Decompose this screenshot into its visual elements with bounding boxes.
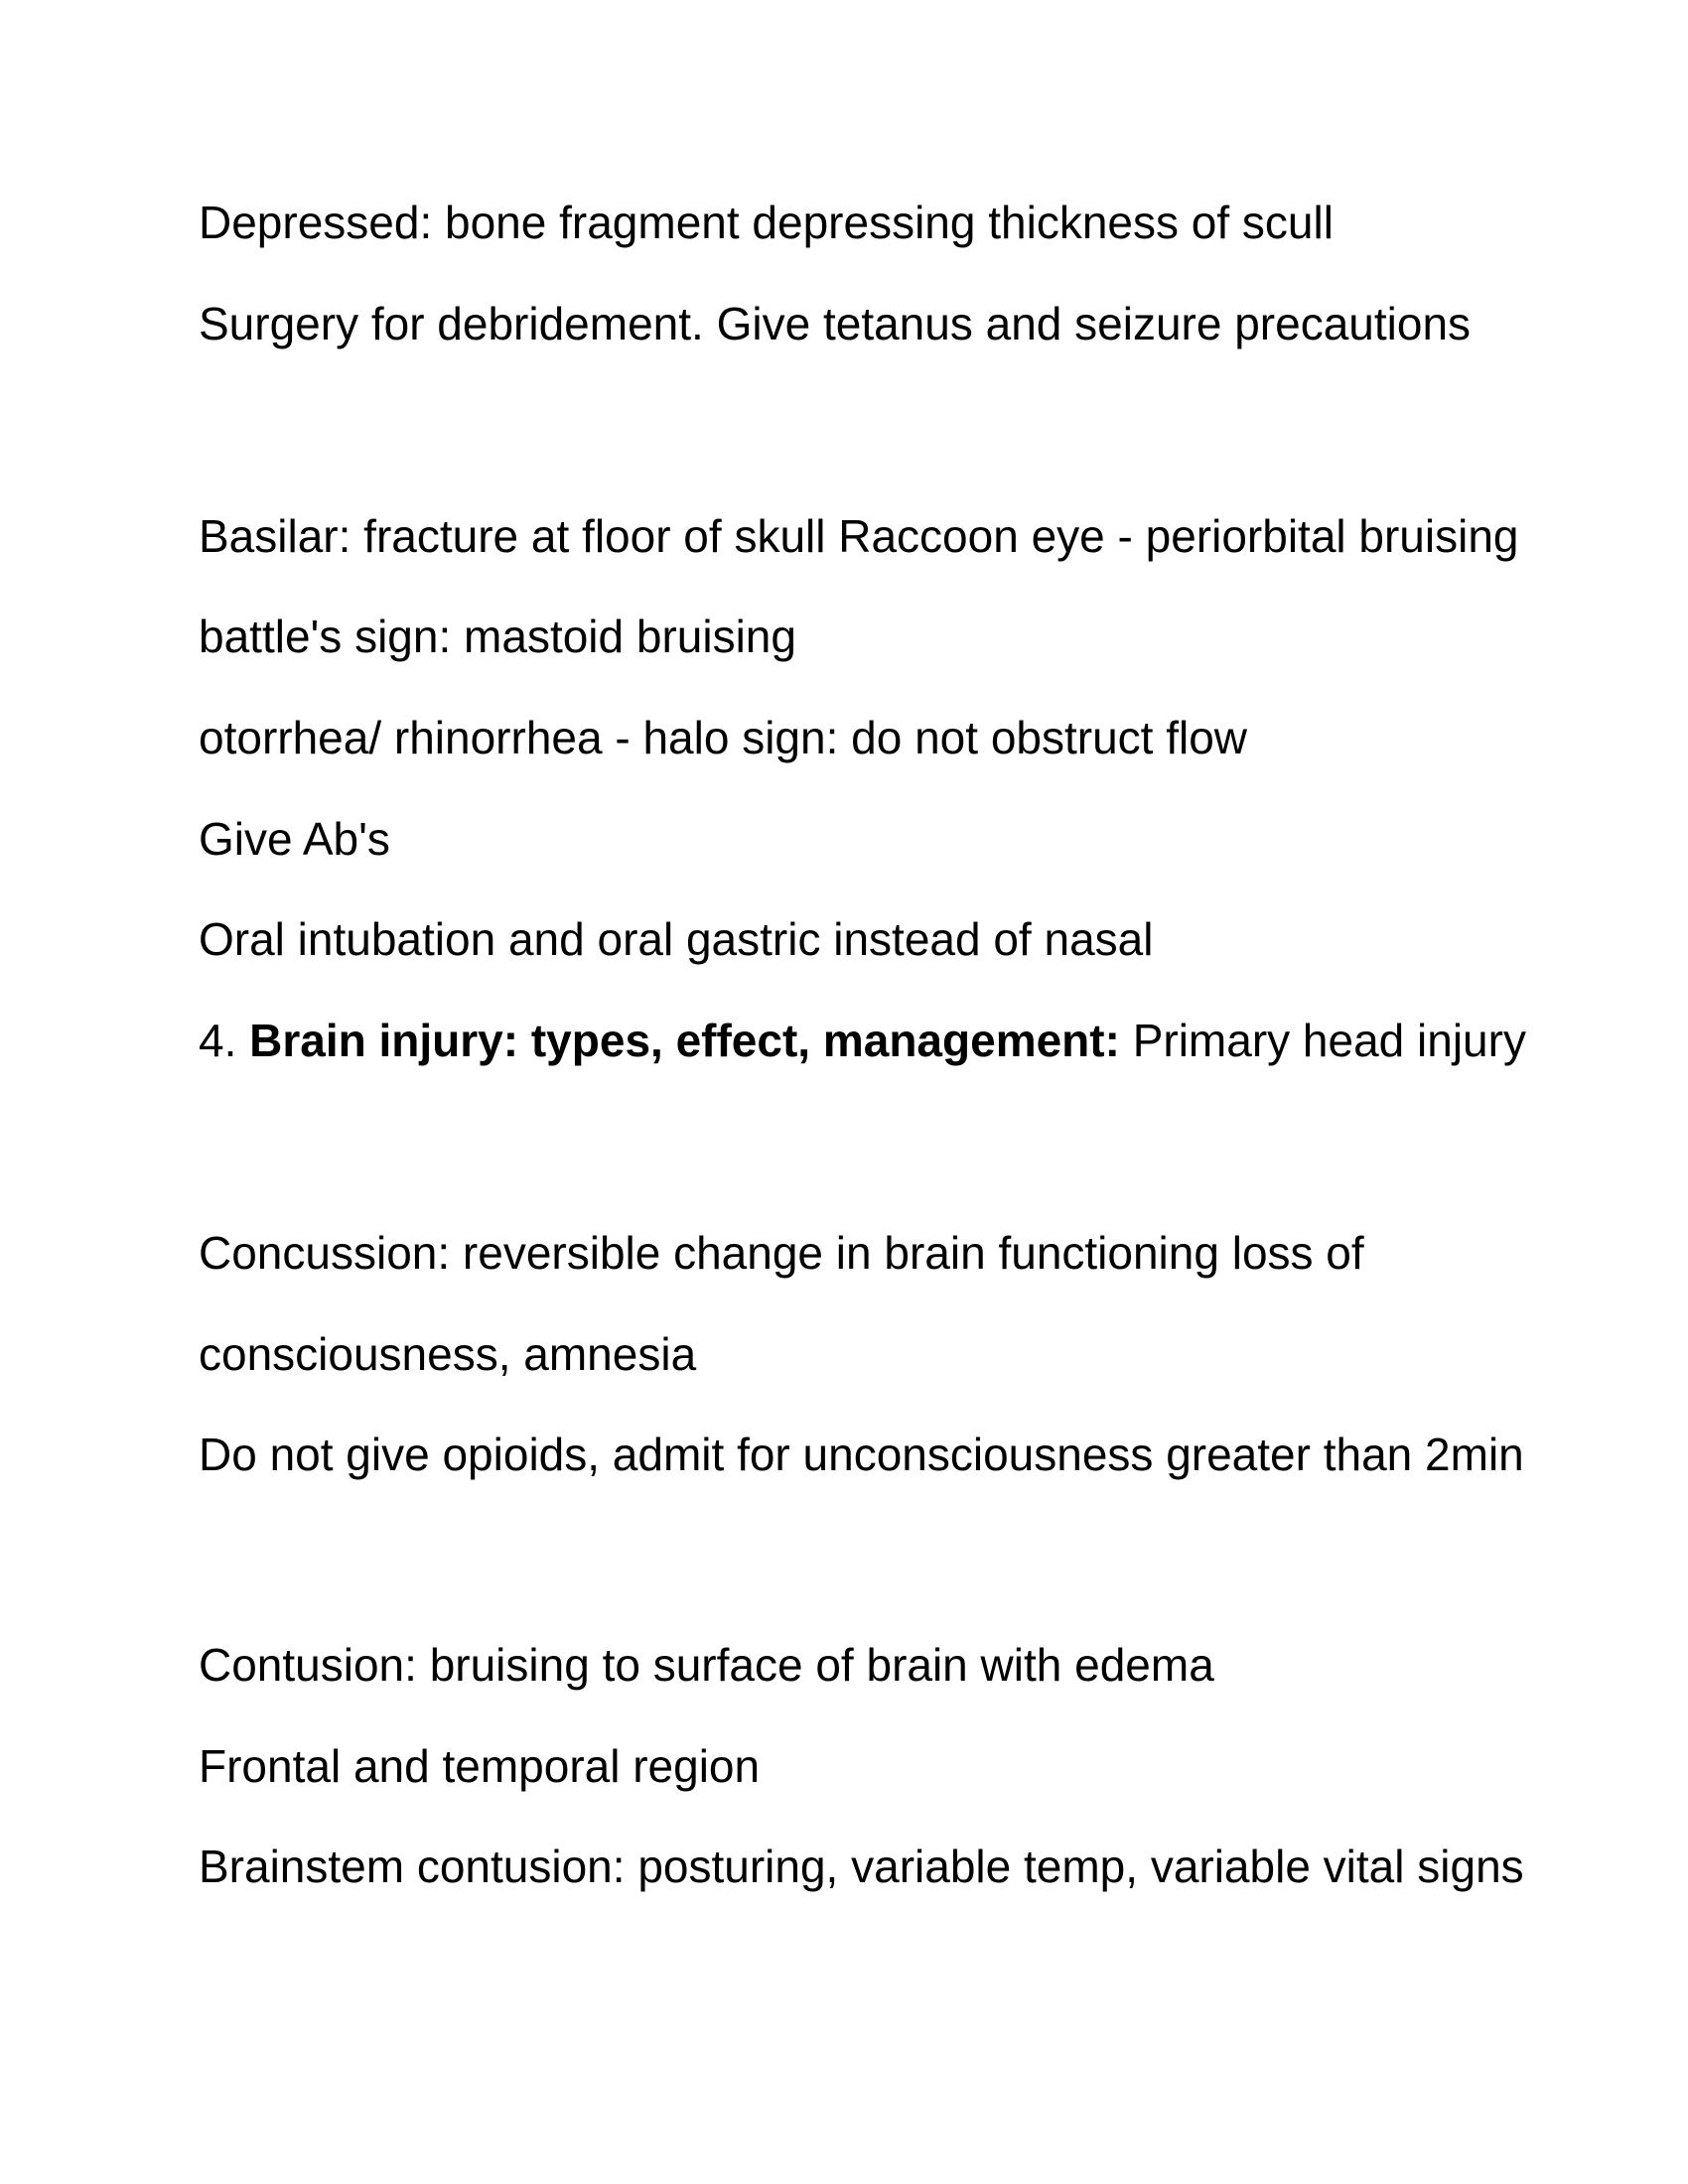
line-no-opioids: Do not give opioids, admit for unconsciousness greater than 2min [199,1429,1524,1480]
line-basilar-fracture: Basilar: fracture at floor of skull Raccoon eye - periorbital bruising [199,510,1519,562]
section-heading-brain-injury [199,1013,1526,1068]
line-oral-intubation: Oral intubation and oral gastric instead of nasal [199,913,1154,965]
line-consciousness-amnesia: consciousness, amnesia [199,1328,697,1380]
line-frontal-temporal: Frontal and temporal region [199,1740,761,1792]
section-subtitle: Primary head injury [1119,1015,1526,1066]
section-number: 4. [199,1015,250,1066]
line-battles-sign: battle's sign: mastoid bruising [199,611,796,662]
line-concussion: Concussion: reversible change in brain functioning loss of [199,1227,1364,1279]
line-depressed-fracture: Depressed: bone fragment depressing thickness of scull [199,197,1334,248]
line-contusion: Contusion: bruising to surface of brain with edema [199,1639,1214,1691]
line-give-antibiotics: Give Ab's [199,813,390,865]
section-title: Brain injury: types, effect, management: [249,1015,1120,1066]
line-brainstem-contusion: Brainstem contusion: posturing, variable temp, variable vital signs [199,1841,1524,1892]
line-surgery-debridement: Surgery for debridement. Give tetanus and seizure precautions [199,298,1472,349]
line-otorrhea-rhinorrhea: otorrhea/ rhinorrhea - halo sign: do not obstruct flow [199,712,1248,763]
